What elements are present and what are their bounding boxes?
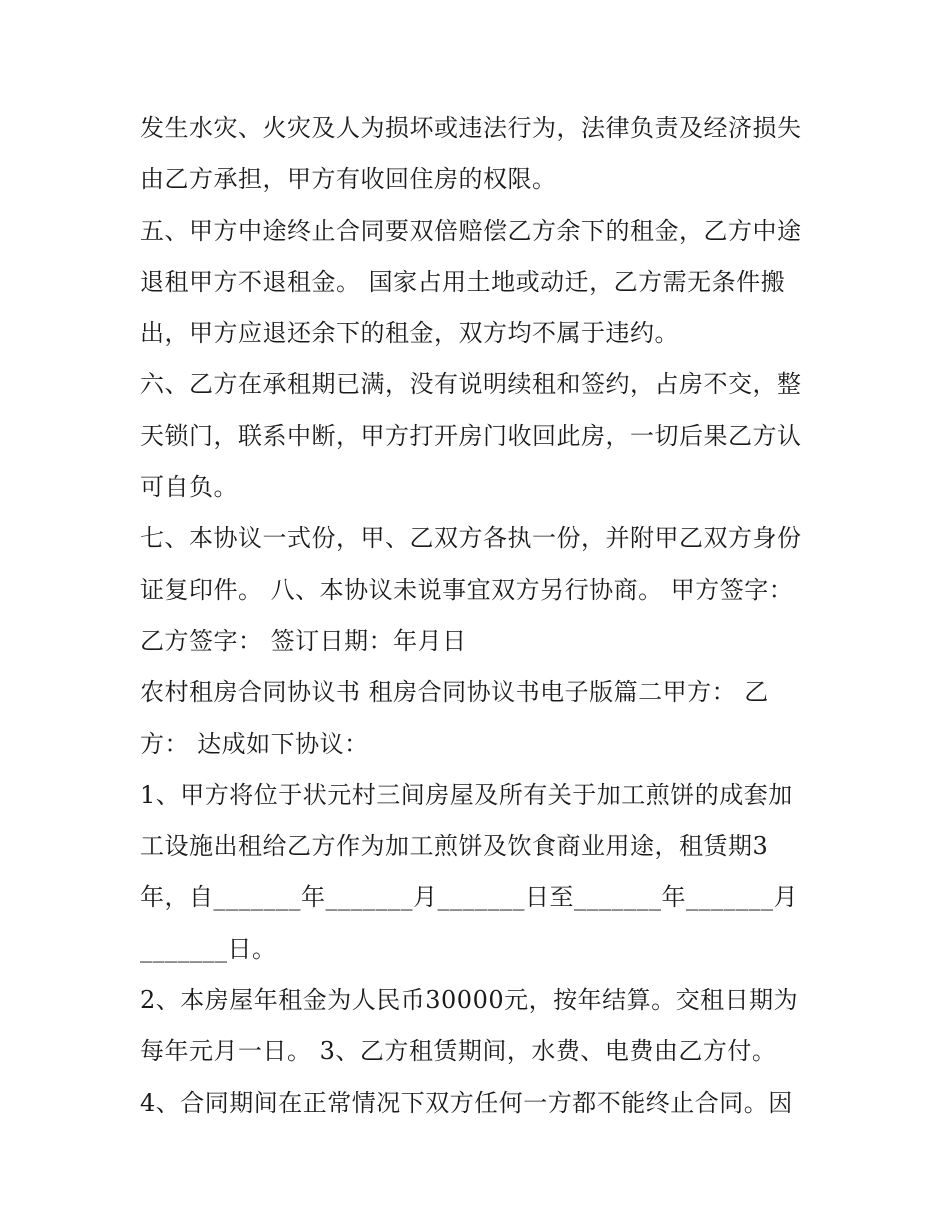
text-line: 出，甲方应退还余下的租金，双方均不属于违约。	[140, 319, 679, 348]
text-line: 退租甲方不退租金。 国家占用土地或动迁，乙方需无条件搬	[140, 267, 786, 296]
text-line: 天锁门，联系中断，甲方打开房门收回此房，一切后果乙方认	[140, 421, 802, 450]
text-line: 证复印件。 八、本协议未说事宜双方另行协商。 甲方签字：	[140, 575, 794, 604]
document-body	[140, 103, 820, 1129]
text-line: 方： 达成如下协议：	[140, 729, 369, 758]
text-line: 每年元月一日。 3、乙方租赁期间，水费、电费由乙方付。	[140, 1037, 777, 1066]
text-line: 五、甲方中途终止合同要双倍赔偿乙方余下的租金，乙方中途	[140, 216, 802, 245]
text-line: 工设施出租给乙方作为加工煎饼及饮食商业用途，租赁期3	[140, 832, 769, 861]
text-line: 可自负。	[140, 473, 238, 502]
text-line: 乙方签字： 签订日期：年月日	[140, 626, 467, 655]
text-line: 六、乙方在承租期已满，没有说明续租和签约，占房不交，整	[140, 370, 802, 399]
text-line: 1、甲方将位于状元村三间房屋及所有关于加工煎饼的成套加	[140, 780, 793, 809]
text-line: 4、合同期间在正常情况下双方任何一方都不能终止合同。因	[140, 1088, 793, 1117]
text-line: 2、本房屋年租金为人民币30000元，按年结算。交租日期为	[140, 986, 799, 1015]
text-line: _______日。	[140, 934, 277, 963]
text-line: 农村租房合同协议书 租房合同协议书电子版篇二甲方： 乙	[140, 678, 769, 707]
text-line: 七、本协议一式份，甲、乙双方各执一份，并附甲乙双方身份	[140, 524, 802, 553]
text-line: 发生水灾、火灾及人为损坏或违法行为，法律负责及经济损失	[140, 114, 802, 142]
text-line: 由乙方承担，甲方有收回住房的权限。	[140, 165, 557, 194]
text-line: 年，自_______年_______月_______日至_______年_______月	[140, 883, 798, 912]
